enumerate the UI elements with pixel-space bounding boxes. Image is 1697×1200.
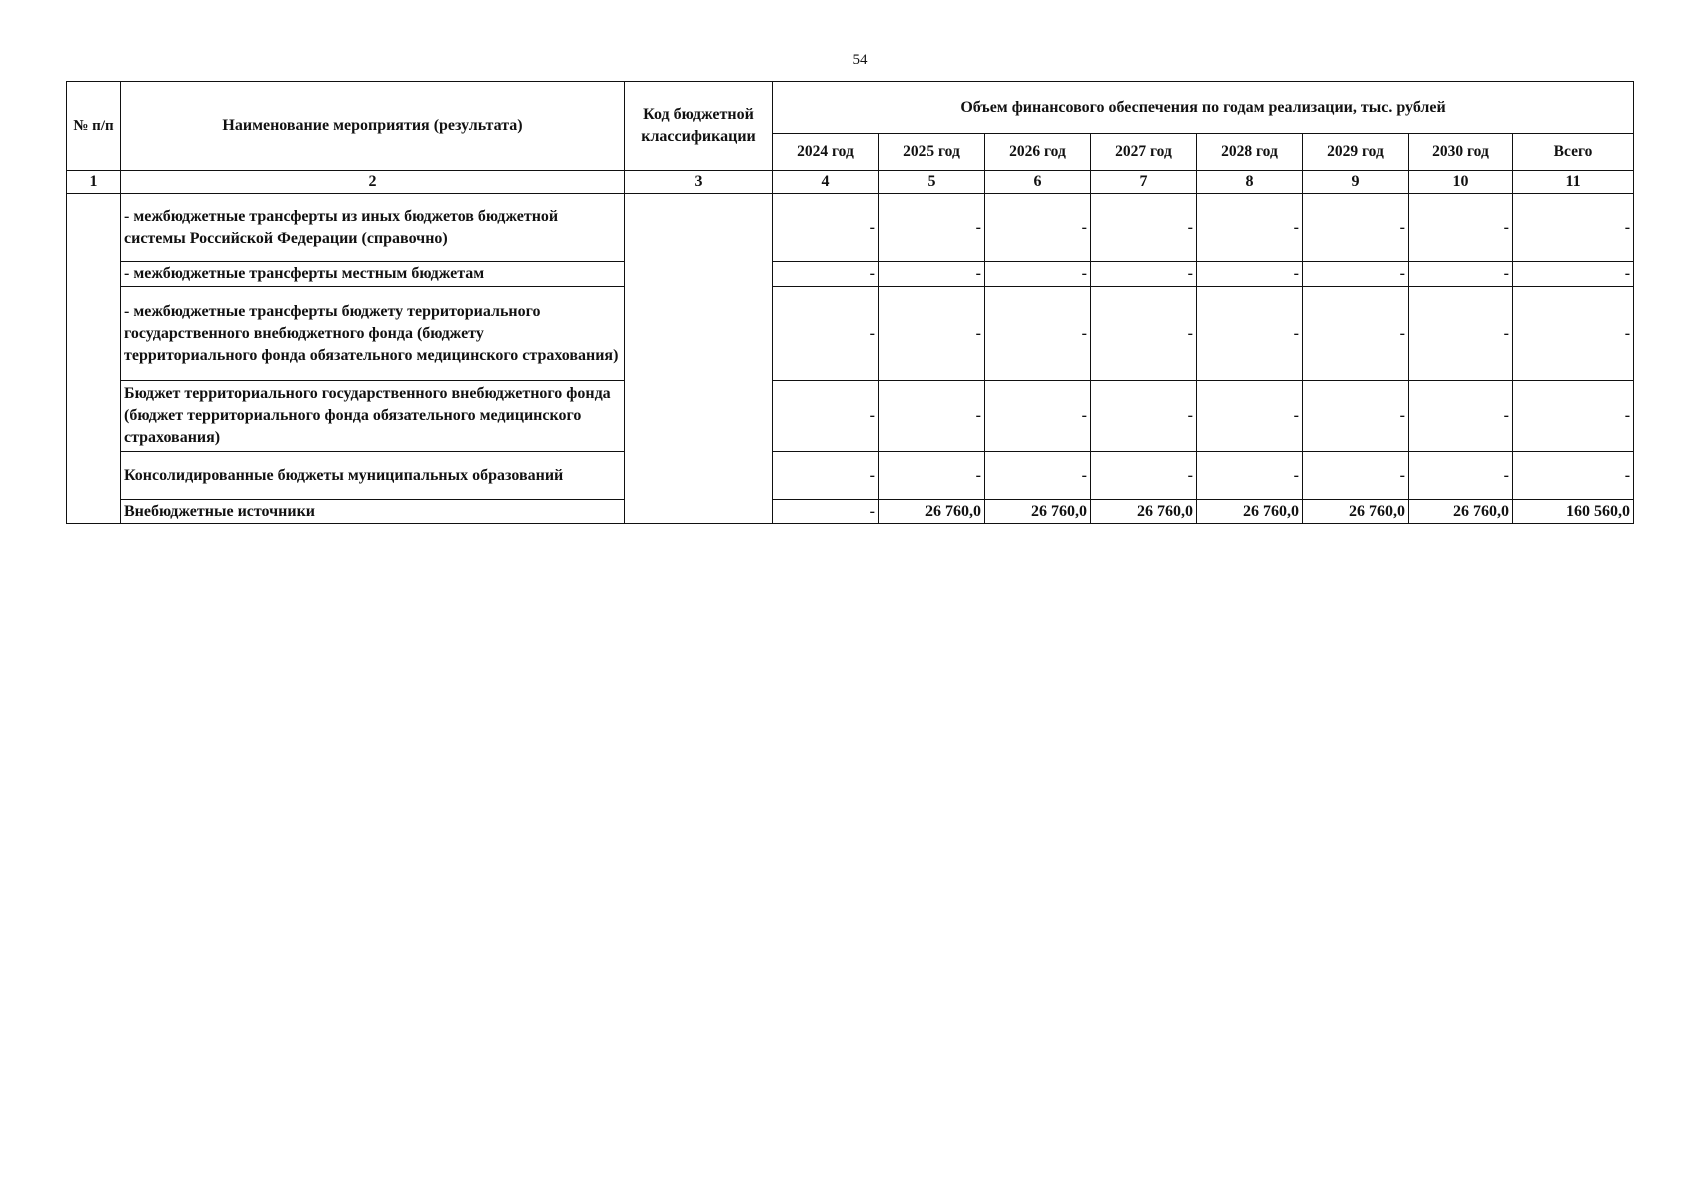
- value-cell: -: [773, 194, 879, 262]
- table-row: [67, 500, 1634, 524]
- row-name: Внебюджетные источники: [121, 500, 625, 524]
- value-cell: -: [1513, 287, 1634, 381]
- value-cell: -: [1197, 381, 1303, 452]
- value-cell: -: [1091, 287, 1197, 381]
- value-cell: -: [985, 287, 1091, 381]
- header-year: 2024 год: [773, 134, 879, 171]
- value-cell: -: [1513, 262, 1634, 287]
- value-cell: -: [1091, 381, 1197, 452]
- value-cell: -: [985, 262, 1091, 287]
- header-total: Всего: [1513, 134, 1634, 171]
- value-cell: -: [1409, 262, 1513, 287]
- column-number: 5: [879, 171, 985, 194]
- column-number: 10: [1409, 171, 1513, 194]
- value-cell: -: [773, 262, 879, 287]
- column-number: 1: [67, 171, 121, 194]
- column-number: 3: [625, 171, 773, 194]
- value-cell: -: [1409, 287, 1513, 381]
- row-name: - межбюджетные трансферты из иных бюджетов бюджетной системы Российской Федерации (справочно): [121, 194, 625, 262]
- value-cell: -: [1197, 287, 1303, 381]
- value-cell: -: [1513, 381, 1634, 452]
- column-number: 11: [1513, 171, 1634, 194]
- value-cell: -: [1091, 452, 1197, 500]
- table-row: [67, 262, 1634, 287]
- column-number: 7: [1091, 171, 1197, 194]
- row-name: - межбюджетные трансферты бюджету территориального государственного внебюджетного фонда (бюджету территориального фонда обязательного медицинского страхования): [121, 287, 625, 381]
- header-row-top: [67, 82, 1634, 134]
- value-cell: -: [773, 452, 879, 500]
- value-cell: -: [1513, 194, 1634, 262]
- value-cell: -: [985, 194, 1091, 262]
- header-year: 2025 год: [879, 134, 985, 171]
- value-cell: -: [1197, 194, 1303, 262]
- value-cell: 160 560,0: [1513, 500, 1634, 524]
- value-cell: -: [879, 452, 985, 500]
- column-number: 4: [773, 171, 879, 194]
- num-cell-merged: [67, 194, 121, 524]
- value-cell: -: [1091, 262, 1197, 287]
- value-cell: -: [1303, 194, 1409, 262]
- code-cell-merged: [625, 194, 773, 524]
- value-cell: -: [773, 381, 879, 452]
- page-number: 54: [852, 52, 868, 68]
- header-num: № п/п: [67, 82, 121, 171]
- column-number-row: [67, 171, 1634, 194]
- table-row: [67, 287, 1634, 381]
- value-cell: 26 760,0: [1091, 500, 1197, 524]
- value-cell: -: [879, 287, 985, 381]
- value-cell: -: [773, 500, 879, 524]
- column-number: 9: [1303, 171, 1409, 194]
- value-cell: -: [773, 287, 879, 381]
- table-row: [67, 194, 1634, 262]
- value-cell: -: [1303, 287, 1409, 381]
- row-name: Консолидированные бюджеты муниципальных образований: [121, 452, 625, 500]
- header-year: 2027 год: [1091, 134, 1197, 171]
- value-cell: -: [1409, 381, 1513, 452]
- header-code: Код бюджетной классификации: [625, 82, 773, 171]
- value-cell: -: [985, 452, 1091, 500]
- value-cell: -: [1197, 262, 1303, 287]
- row-name: Бюджет территориального государственного внебюджетного фонда (бюджет территориального фонда обязательного медицинского страхования): [121, 381, 625, 452]
- value-cell: -: [1303, 381, 1409, 452]
- value-cell: -: [1409, 452, 1513, 500]
- value-cell: -: [879, 194, 985, 262]
- value-cell: 26 760,0: [1303, 500, 1409, 524]
- value-cell: 26 760,0: [1197, 500, 1303, 524]
- header-year: 2028 год: [1197, 134, 1303, 171]
- financing-table: [66, 81, 1634, 524]
- value-cell: 26 760,0: [985, 500, 1091, 524]
- header-year: 2026 год: [985, 134, 1091, 171]
- value-cell: -: [879, 381, 985, 452]
- value-cell: -: [879, 262, 985, 287]
- header-volume: Объем финансового обеспечения по годам реализации, тыс. рублей: [773, 82, 1634, 134]
- column-number: 2: [121, 171, 625, 194]
- value-cell: -: [1197, 452, 1303, 500]
- table-row: [67, 452, 1634, 500]
- value-cell: -: [1303, 452, 1409, 500]
- value-cell: -: [1409, 194, 1513, 262]
- header-year: 2030 год: [1409, 134, 1513, 171]
- header-year: 2029 год: [1303, 134, 1409, 171]
- value-cell: -: [1091, 194, 1197, 262]
- value-cell: -: [1513, 452, 1634, 500]
- header-name: Наименование мероприятия (результата): [121, 82, 625, 171]
- column-number: 8: [1197, 171, 1303, 194]
- row-name: - межбюджетные трансферты местным бюджетам: [121, 262, 625, 287]
- table-row: [67, 381, 1634, 452]
- value-cell: -: [985, 381, 1091, 452]
- value-cell: 26 760,0: [879, 500, 985, 524]
- column-number: 6: [985, 171, 1091, 194]
- value-cell: -: [1303, 262, 1409, 287]
- value-cell: 26 760,0: [1409, 500, 1513, 524]
